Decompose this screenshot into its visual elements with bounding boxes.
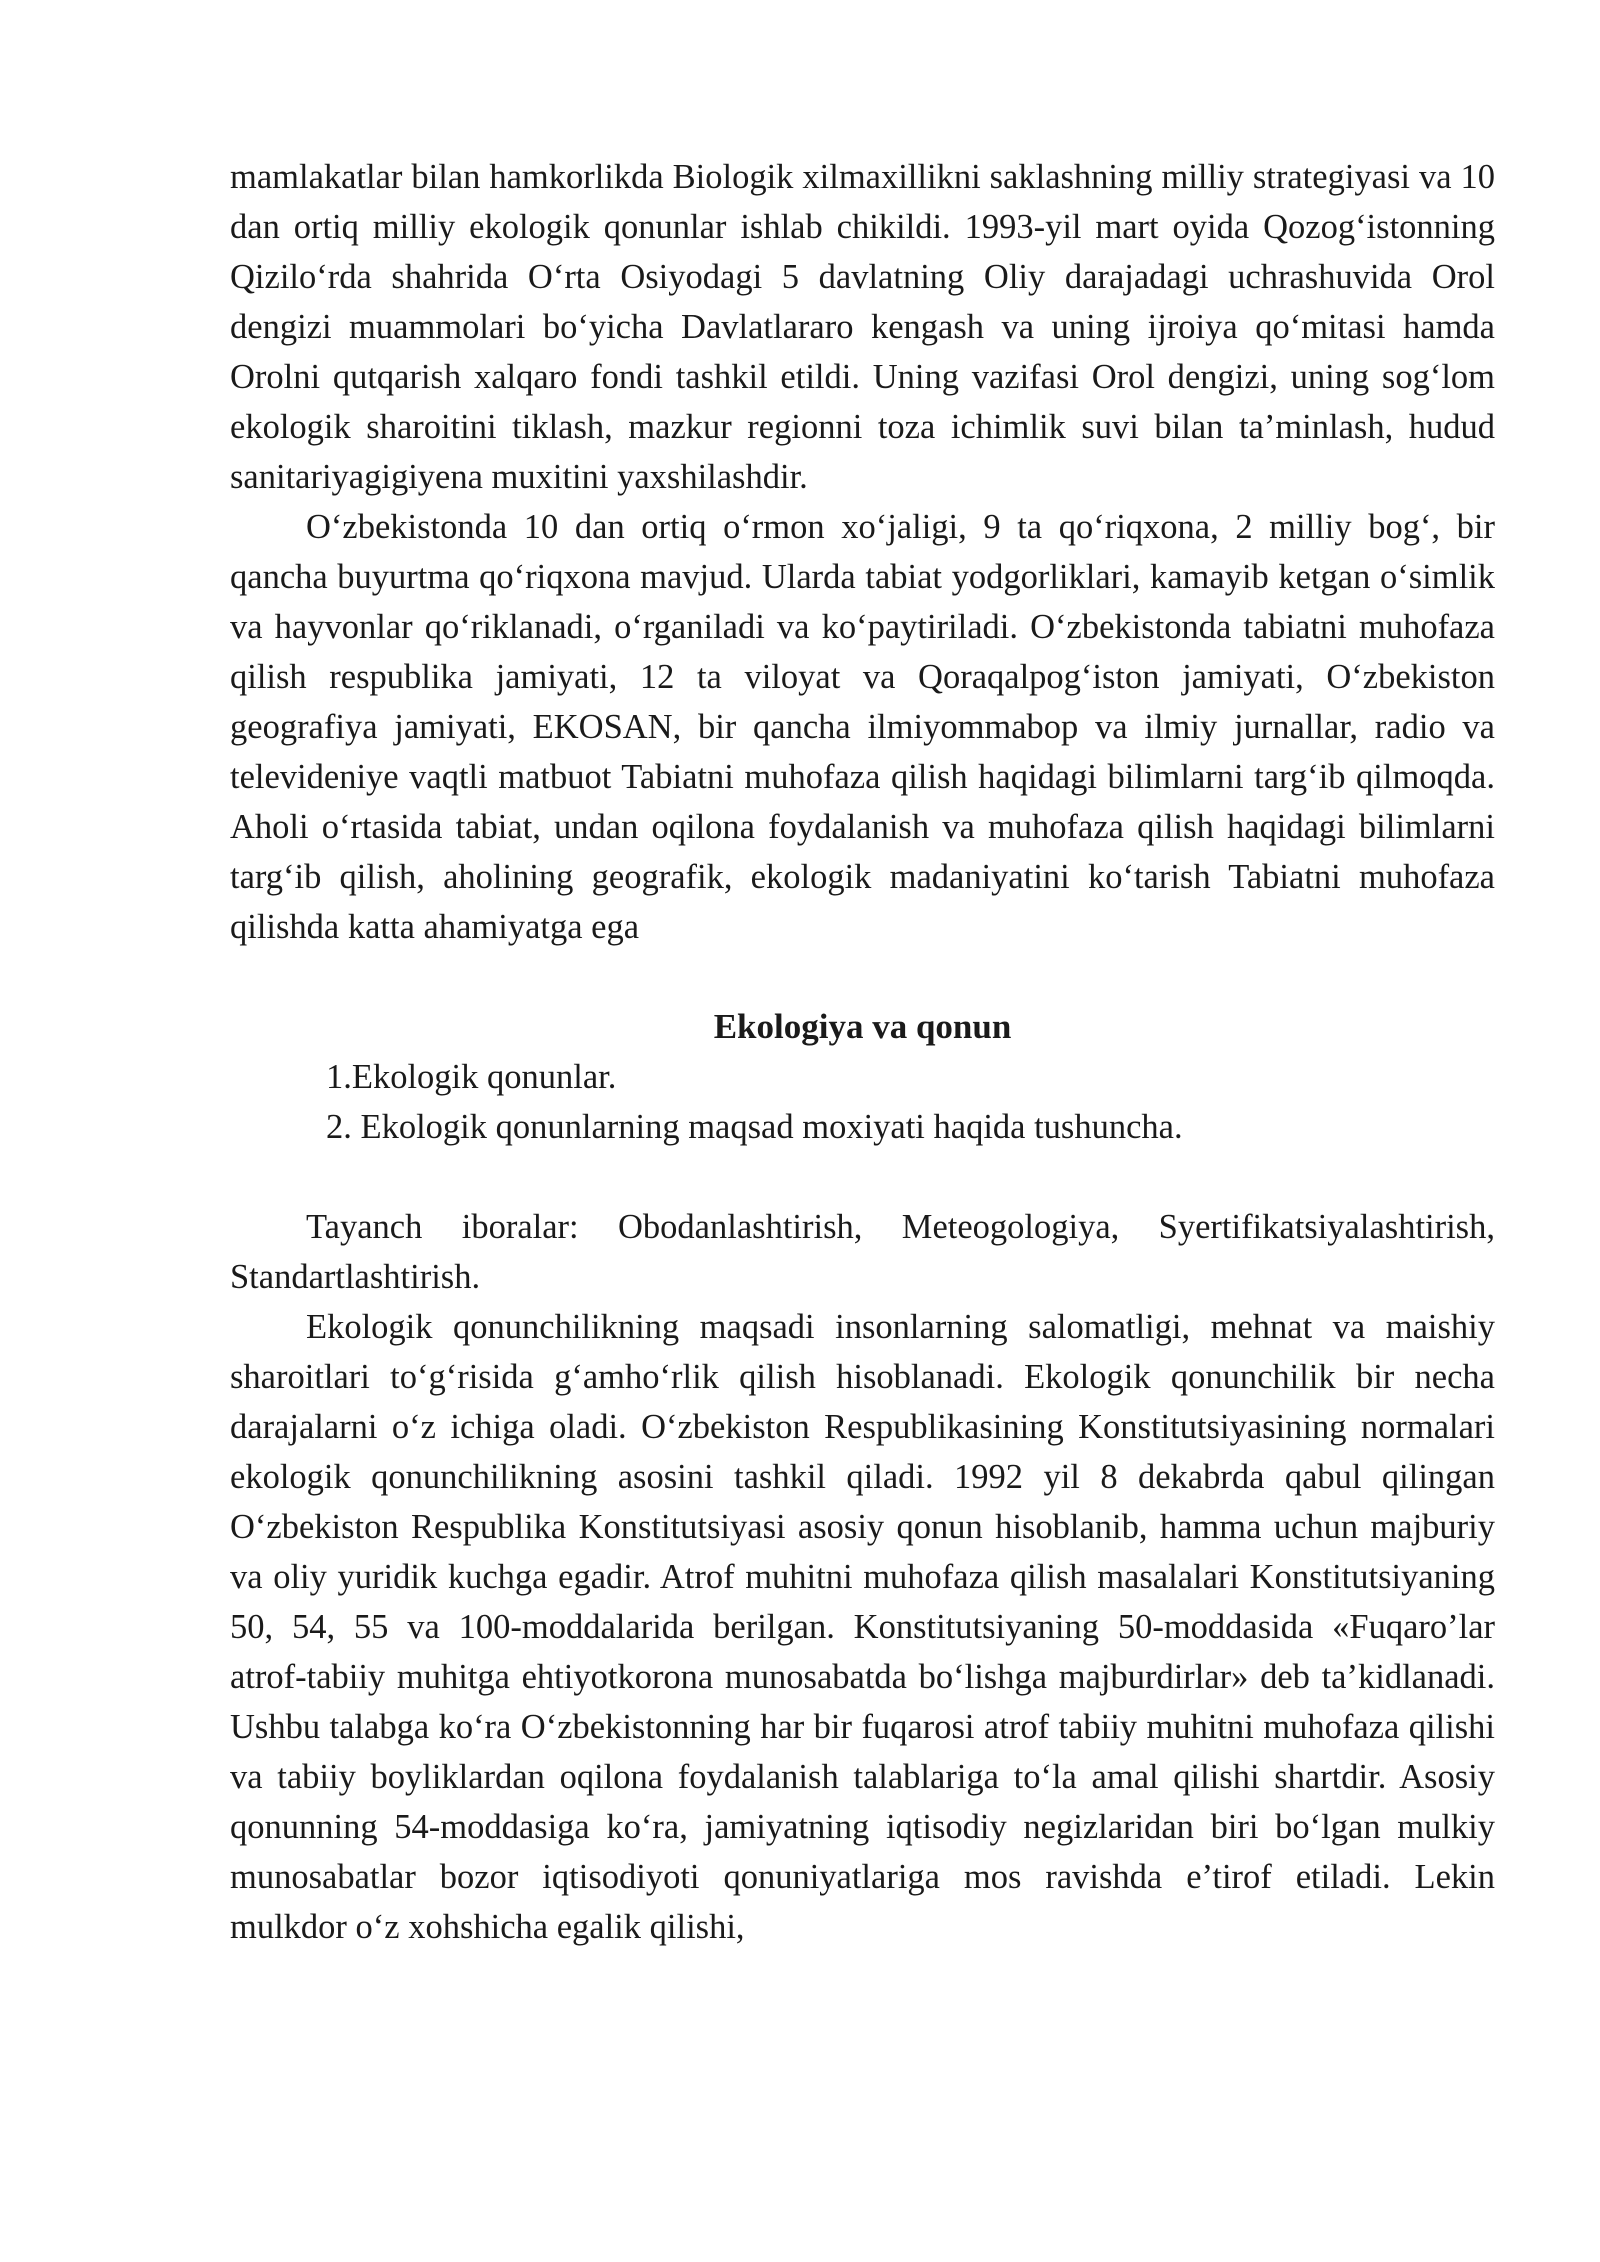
section-title: Ekologiya va qonun: [713, 1007, 1012, 1046]
spacer: [230, 1152, 1495, 1202]
paragraph-ecological-legislation: Ekologik qonunchilikning maqsadi insonlarning salomatligi, mehnat va maishiy sharoitlari to‘g‘risida g‘amho‘rlik qilish hisoblanadi. Ekologik qonunchilik bir necha darajalarni o‘z ichiga oladi. O‘zbekiston Respublikasining Konstitutsiyasining normalari ekologik qonunchilikning asosini tashkil qiladi. 1992 yil 8 dekabrda qabul qilingan O‘zbekiston Respublika Konstitutsiyasi asosiy qonun hisoblanib, hamma uchun majburiy va oliy yuridik kuchga egadir. Atrof muhitni muhofaza qilish masalalari Konstitutsiyaning 50, 54, 55 va 100-moddalarida berilgan. Konstitutsiyaning 50-moddasida «Fuqaro’lar atrof-tabiiy muhitga ehtiyotkorona munosabatda bo‘lishga majburdirlar» deb ta’kidlanadi. Ushbu talabga ko‘ra O‘zbekistonning har bir fuqarosi atrof tabiiy muhitni muhofaza qilishi va tabiiy boyliklardan oqilona foydalanish talablariga to‘la amal qilishi shartdir. Asosiy qonunning 54-moddasiga ko‘ra, jamiyatning iqtisodiy negizlaridan biri bo‘lgan mulkiy munosabatlar bozor iqtisodiyoti qonuniyatlariga mos ravishda e’tirof etiladi. Lekin mulkdor o‘z xohshicha egalik qilishi,: [230, 1308, 1495, 1946]
topic-item-2: 2. Ekologik qonunlarning maqsad moxiyati haqida tushuncha.: [326, 1108, 1183, 1146]
paragraph-continuation: mamlakatlar bilan hamkorlikda Biologik xilmaxillikni saklashning milliy strategiyasi va 10 dan ortiq milliy ekologik qonunlar ishlab chikildi. 1993-yil mart oyida Qozog‘istonning Qizilo‘rda shahrida O‘rta Osiyodagi 5 davlatning Oliy darajadagi uchrashuvida Orol dengizi muammolari bo‘yicha Davlatlararo kengash va uning ijroiya qo‘mitasi hamda Orolni qutqarish xalqaro fondi tashkil etildi. Uning vazifasi Orol dengizi, uning sog‘lom ekologik sharoitini tiklash, mazkur regionni toza ichimlik suvi bilan ta’minlash, hudud sanitariyagigiyena muxitini yaxshilashdir.: [230, 158, 1495, 496]
document-page: [230, 152, 1495, 1952]
topic-item-1: 1.Ekologik qonunlar.: [326, 1058, 617, 1096]
paragraph-nature-protection: O‘zbekistonda 10 dan ortiq o‘rmon xo‘jaligi, 9 ta qo‘riqxona, 2 milliy bog‘, bir qancha buyurtma qo‘riqxona mavjud. Ularda tabiat yodgorliklari, kamayib ketgan o‘simlik va hayvonlar qo‘riklanadi, o‘rganiladi va ko‘paytiriladi. O‘zbekistonda tabiatni muhofaza qilish respublika jamiyati, 12 ta viloyat va Qoraqalpog‘iston jamiyati, O‘zbekiston geografiya jamiyati, EKOSAN, bir qancha ilmiyommabop va ilmiy jurnallar, radio va televideniye vaqtli matbuot Tabiatni muhofaza qilish haqidagi bilimlarni targ‘ib qilmoqda. Aholi o‘rtasida tabiat, undan oqilona foydalanish va muhofaza qilish haqidagi bilimlarni targ‘ib qilish, aholining geografik, ekologik madaniyatini ko‘tarish Tabiatni muhofaza qilishda katta ahamiyatga ega: [230, 508, 1495, 946]
paragraph-key-terms: Tayanch iboralar: Obodanlashtirish, Meteogologiya, Syertifikatsiyalashtirish, Standartlashtirish.: [230, 1208, 1495, 1296]
